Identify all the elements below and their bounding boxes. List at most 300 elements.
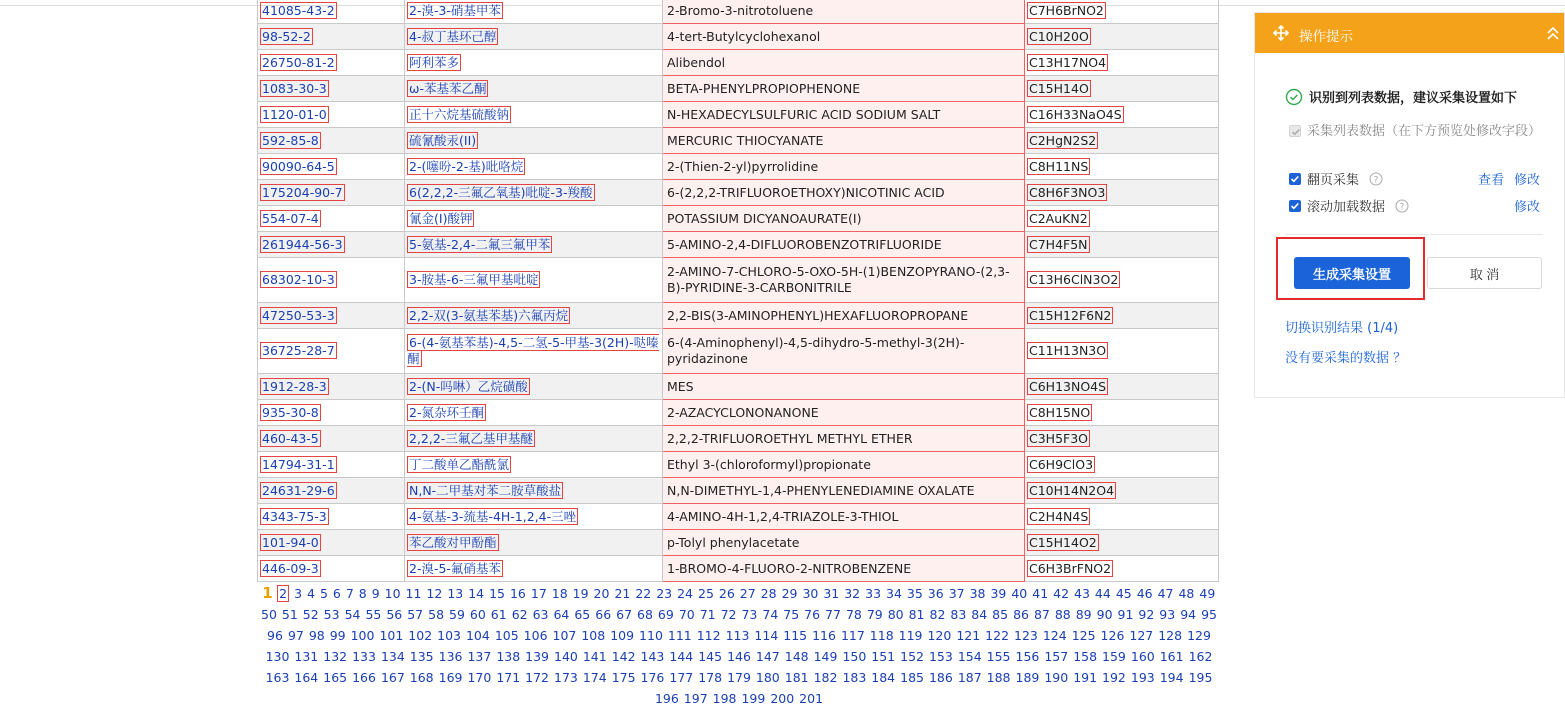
page-link[interactable]: 86 bbox=[1013, 607, 1029, 622]
page-link[interactable]: 61 bbox=[490, 607, 507, 622]
page-link[interactable]: 67 bbox=[616, 607, 633, 622]
page-link[interactable]: 170 bbox=[467, 670, 492, 685]
page-link[interactable]: 147 bbox=[755, 649, 780, 664]
page-link[interactable]: 172 bbox=[525, 670, 550, 685]
page-link[interactable]: 76 bbox=[804, 607, 821, 622]
page-link[interactable]: 65 bbox=[574, 607, 591, 622]
page-link[interactable]: 194 bbox=[1159, 670, 1184, 685]
page-link[interactable]: 95 bbox=[1201, 607, 1217, 622]
page-link[interactable]: 57 bbox=[407, 607, 424, 622]
page-link[interactable]: 174 bbox=[582, 670, 607, 685]
page-link[interactable]: 32 bbox=[844, 586, 861, 601]
chinese-name-cell bbox=[405, 400, 663, 426]
page-link[interactable]: 167 bbox=[380, 670, 405, 685]
page-link[interactable]: 37 bbox=[948, 586, 965, 601]
page-link[interactable]: 103 bbox=[437, 628, 461, 643]
page-link[interactable]: 159 bbox=[1102, 649, 1126, 664]
chinese-name-link[interactable]: ω-苯基苯乙酮 bbox=[409, 80, 487, 96]
english-name-cell bbox=[663, 76, 1025, 102]
page-link[interactable]: 185 bbox=[900, 670, 924, 685]
english-name: 6-(2,2,2-TRIFLUOROETHOXY)NICOTINIC ACID bbox=[667, 184, 945, 200]
chinese-name-link[interactable]: 丁二酸单乙酯酰氯 bbox=[409, 456, 510, 472]
page-link[interactable]: 146 bbox=[727, 649, 751, 664]
chinese-name-link[interactable]: 阿利苯多 bbox=[409, 54, 460, 70]
page-link[interactable]: 36 bbox=[927, 586, 944, 601]
page-link[interactable]: 137 bbox=[467, 649, 492, 664]
formula-cell bbox=[1025, 76, 1219, 102]
page-link[interactable]: 60 bbox=[469, 607, 486, 622]
page-link[interactable]: 90 bbox=[1096, 607, 1113, 622]
page-link[interactable]: 17 bbox=[530, 586, 547, 601]
cas-cell bbox=[258, 478, 405, 504]
page-link[interactable]: 102 bbox=[408, 628, 433, 643]
table-row bbox=[258, 102, 1219, 128]
page-link[interactable]: 118 bbox=[869, 628, 894, 643]
page-link[interactable]: 112 bbox=[696, 628, 721, 643]
page-link[interactable]: 26 bbox=[718, 586, 735, 601]
page-link[interactable]: 161 bbox=[1159, 649, 1184, 664]
help-icon[interactable] bbox=[1369, 172, 1383, 190]
page-link[interactable]: 150 bbox=[842, 649, 867, 664]
page-link[interactable]: 20 bbox=[593, 586, 610, 601]
page-link[interactable]: 178 bbox=[698, 670, 723, 685]
page-link[interactable]: 200 bbox=[770, 691, 795, 706]
page-link[interactable]: 201 bbox=[799, 691, 824, 706]
page-link[interactable]: 105 bbox=[494, 628, 519, 643]
page-link[interactable]: 97 bbox=[287, 628, 304, 643]
page-link[interactable]: 70 bbox=[678, 607, 695, 622]
cas-link[interactable]: 935-30-8 bbox=[262, 404, 319, 420]
page-link[interactable]: 152 bbox=[900, 649, 924, 664]
page-link[interactable]: 34 bbox=[886, 586, 902, 601]
page-link[interactable]: 186 bbox=[928, 670, 953, 685]
page-link[interactable]: 40 bbox=[1011, 586, 1028, 601]
cas-link[interactable]: 446-09-3 bbox=[262, 560, 319, 576]
page-link[interactable]: 25 bbox=[698, 586, 714, 601]
chinese-name-cell bbox=[405, 530, 663, 556]
page-link[interactable]: 79 bbox=[866, 607, 883, 622]
page-link[interactable]: 182 bbox=[813, 670, 838, 685]
page-link[interactable]: 46 bbox=[1136, 586, 1153, 601]
page-link[interactable]: 130 bbox=[265, 649, 290, 664]
page-link[interactable]: 15 bbox=[489, 586, 505, 601]
chinese-name-link[interactable]: 硫氰酸汞(II) bbox=[409, 132, 477, 148]
page-link[interactable]: 4 bbox=[307, 586, 315, 601]
cas-cell bbox=[258, 128, 405, 154]
scroll-load-checkbox[interactable] bbox=[1289, 200, 1301, 212]
page-link[interactable]: 138 bbox=[496, 649, 521, 664]
page-link[interactable]: 144 bbox=[669, 649, 694, 664]
page-link[interactable]: 93 bbox=[1159, 607, 1176, 622]
page-link[interactable]: 51 bbox=[281, 607, 298, 622]
chinese-name-cell bbox=[405, 556, 663, 582]
page-link[interactable]: 192 bbox=[1102, 670, 1126, 685]
chinese-name-link[interactable]: 2-(N-吗啉）乙烷磺酸 bbox=[409, 378, 528, 394]
page-link[interactable]: 44 bbox=[1094, 586, 1111, 601]
formula-cell bbox=[1025, 530, 1219, 556]
page-link[interactable]: 101 bbox=[379, 628, 404, 643]
page-link[interactable]: 180 bbox=[755, 670, 780, 685]
chinese-name-cell bbox=[405, 180, 663, 206]
cas-cell bbox=[258, 504, 405, 530]
page-link[interactable]: 45 bbox=[1115, 586, 1132, 601]
chinese-name-link[interactable]: 3-胺基-6-三氟甲基吡啶 bbox=[409, 272, 539, 287]
page-link[interactable]: 111 bbox=[667, 628, 692, 643]
chinese-name-link[interactable]: 2-氮杂环壬酮 bbox=[409, 404, 484, 420]
cas-link[interactable]: 1912-28-3 bbox=[262, 378, 327, 394]
formula-cell bbox=[1025, 329, 1219, 374]
page-link[interactable]: 14 bbox=[468, 586, 485, 601]
page-link[interactable]: 154 bbox=[957, 649, 982, 664]
cas-cell bbox=[258, 232, 405, 258]
page-link[interactable]: 13 bbox=[447, 586, 464, 601]
generate-settings-button[interactable]: 生成采集设置 bbox=[1294, 257, 1410, 289]
cas-link[interactable]: 26750-81-2 bbox=[262, 54, 335, 70]
cas-link[interactable]: 1120-01-0 bbox=[262, 106, 327, 122]
page-link[interactable]: 163 bbox=[265, 670, 290, 685]
page-link[interactable]: 133 bbox=[352, 649, 376, 664]
page-link[interactable]: 30 bbox=[802, 586, 819, 601]
page-link[interactable]: 52 bbox=[302, 607, 319, 622]
page-link[interactable]: 94 bbox=[1180, 607, 1197, 622]
page-link[interactable]: 123 bbox=[1014, 628, 1038, 643]
page-link[interactable]: 188 bbox=[986, 670, 1011, 685]
page-link[interactable]: 69 bbox=[657, 607, 674, 622]
cas-cell bbox=[258, 206, 405, 232]
page-link[interactable]: 23 bbox=[656, 586, 673, 601]
page-link[interactable]: 181 bbox=[784, 670, 809, 685]
cas-link[interactable]: 68302-10-3 bbox=[262, 272, 335, 287]
page-link[interactable]: 134 bbox=[380, 649, 405, 664]
page-link[interactable]: 31 bbox=[823, 586, 840, 601]
cas-link[interactable]: 592-85-8 bbox=[262, 132, 319, 148]
page-link[interactable]: 24 bbox=[677, 586, 694, 601]
formula-cell bbox=[1025, 50, 1219, 76]
page-link[interactable]: 63 bbox=[532, 607, 549, 622]
english-name-cell bbox=[663, 303, 1025, 329]
scroll-load-label: 滚动加载数据 bbox=[1307, 200, 1386, 215]
formula: C6H13NO4S bbox=[1029, 378, 1107, 394]
page-link[interactable]: 110 bbox=[639, 628, 663, 643]
page-link[interactable]: 158 bbox=[1073, 649, 1098, 664]
page-link[interactable]: 125 bbox=[1071, 628, 1096, 643]
cas-cell bbox=[258, 180, 405, 206]
page-link[interactable]: 162 bbox=[1188, 649, 1213, 664]
chinese-name-link[interactable]: 2-溴-3-硝基甲苯 bbox=[409, 2, 501, 18]
page-link[interactable]: 22 bbox=[635, 586, 652, 601]
page-link[interactable]: 11 bbox=[405, 586, 422, 601]
page-link[interactable]: 39 bbox=[990, 586, 1007, 601]
page-link[interactable]: 68 bbox=[637, 607, 653, 622]
page-link[interactable]: 82 bbox=[929, 607, 946, 622]
chinese-name-link[interactable]: 苯乙酸对甲酚酯 bbox=[409, 534, 497, 550]
cas-link[interactable]: 47250-53-3 bbox=[262, 307, 335, 323]
operation-tips-panel bbox=[1254, 12, 1565, 398]
page-link[interactable]: 21 bbox=[614, 586, 631, 601]
page-link[interactable]: 135 bbox=[409, 649, 434, 664]
page-link[interactable]: 98 bbox=[308, 628, 325, 643]
page-link[interactable]: 127 bbox=[1129, 628, 1154, 643]
page-link[interactable]: 131 bbox=[294, 649, 319, 664]
formula-cell bbox=[1025, 154, 1219, 180]
page-link[interactable]: 119 bbox=[898, 628, 923, 643]
cas-link[interactable]: 4343-75-3 bbox=[262, 508, 327, 524]
switch-result-link[interactable]: 切换识别结果 (1/4) bbox=[1285, 321, 1399, 336]
page-link[interactable]: 92 bbox=[1138, 607, 1155, 622]
page-link[interactable]: 184 bbox=[871, 670, 896, 685]
page-link[interactable]: 190 bbox=[1044, 670, 1069, 685]
formula-cell bbox=[1025, 232, 1219, 258]
page-link[interactable]: 122 bbox=[985, 628, 1010, 643]
page-link[interactable]: 139 bbox=[525, 649, 550, 664]
page-link[interactable]: 198 bbox=[712, 691, 737, 706]
chinese-name-link[interactable]: 2-(噻吩-2-基)吡咯烷 bbox=[409, 158, 524, 174]
formula: C10H14N2O4 bbox=[1029, 482, 1115, 498]
page-link[interactable]: 74 bbox=[762, 607, 779, 622]
page-link[interactable]: 42 bbox=[1053, 586, 1070, 601]
modify-scroll-link[interactable]: 修改 bbox=[1514, 200, 1541, 215]
page-link[interactable]: 10 bbox=[384, 586, 401, 601]
page-link[interactable]: 171 bbox=[496, 670, 521, 685]
page-link[interactable]: 33 bbox=[865, 586, 882, 601]
page-link[interactable]: 72 bbox=[720, 607, 737, 622]
page-link[interactable]: 117 bbox=[840, 628, 865, 643]
page-link[interactable]: 153 bbox=[928, 649, 953, 664]
page-link[interactable]: 157 bbox=[1044, 649, 1069, 664]
cas-link[interactable]: 460-43-5 bbox=[262, 430, 319, 446]
page-link[interactable]: 155 bbox=[986, 649, 1011, 664]
page-link[interactable]: 175 bbox=[611, 670, 636, 685]
page-link[interactable]: 165 bbox=[323, 670, 348, 685]
page-link[interactable]: 100 bbox=[350, 628, 375, 643]
page-link[interactable]: 126 bbox=[1100, 628, 1125, 643]
cas-link[interactable]: 261944-56-3 bbox=[262, 236, 343, 252]
cas-link[interactable]: 14794-31-1 bbox=[262, 456, 335, 472]
page-link[interactable]: 85 bbox=[992, 607, 1009, 622]
chinese-name-link[interactable]: N,N-二甲基对苯二胺草酸盐 bbox=[409, 482, 562, 498]
cas-link[interactable]: 175204-90-7 bbox=[262, 184, 343, 200]
page-link[interactable]: 19 bbox=[572, 586, 589, 601]
page-link[interactable]: 3 bbox=[294, 586, 303, 601]
page-link[interactable]: 149 bbox=[813, 649, 838, 664]
page-link[interactable]: 168 bbox=[409, 670, 434, 685]
cas-link[interactable]: 41085-43-2 bbox=[262, 2, 335, 18]
chinese-name-cell bbox=[405, 0, 663, 24]
english-name-cell bbox=[663, 400, 1025, 426]
page-link[interactable]: 96 bbox=[267, 628, 283, 643]
page-link[interactable]: 50 bbox=[261, 607, 277, 622]
page-link[interactable]: 195 bbox=[1188, 670, 1213, 685]
table-row bbox=[258, 258, 1219, 303]
page-link[interactable]: 124 bbox=[1042, 628, 1067, 643]
page-link[interactable]: 18 bbox=[551, 586, 568, 601]
page-link[interactable]: 160 bbox=[1130, 649, 1155, 664]
page-link[interactable]: 56 bbox=[386, 607, 403, 622]
formula-cell bbox=[1025, 426, 1219, 452]
page-link[interactable]: 54 bbox=[344, 607, 361, 622]
cancel-button[interactable]: 取 消 bbox=[1427, 257, 1542, 289]
formula-cell bbox=[1025, 128, 1219, 154]
page-link[interactable]: 29 bbox=[781, 586, 798, 601]
page-link[interactable]: 197 bbox=[683, 691, 708, 706]
page-link[interactable]: 108 bbox=[581, 628, 606, 643]
paging-checkbox[interactable] bbox=[1289, 173, 1301, 185]
page-link[interactable]: 84 bbox=[971, 607, 988, 622]
chinese-name-link[interactable]: 4-叔丁基环己醇 bbox=[409, 28, 497, 44]
page-link[interactable]: 6 bbox=[332, 586, 341, 601]
collect-list-option bbox=[1289, 120, 1557, 143]
formula-cell bbox=[1025, 24, 1219, 50]
page-link[interactable]: 179 bbox=[727, 670, 751, 685]
page-link[interactable]: 75 bbox=[783, 607, 800, 622]
page-link[interactable]: 78 bbox=[845, 607, 862, 622]
cas-link[interactable]: 98-52-2 bbox=[262, 28, 311, 44]
page-link[interactable]: 89 bbox=[1075, 607, 1092, 622]
page-link[interactable]: 113 bbox=[725, 628, 750, 643]
page-link[interactable]: 177 bbox=[669, 670, 694, 685]
chinese-name-link[interactable]: 2,2-双(3-氨基苯基)六氟丙烷 bbox=[409, 307, 569, 323]
page-link[interactable]: 43 bbox=[1074, 586, 1090, 601]
english-name-cell bbox=[663, 478, 1025, 504]
chinese-name-link[interactable]: 正十六烷基硫酸钠 bbox=[409, 106, 510, 122]
page-link[interactable]: 142 bbox=[611, 649, 636, 664]
page-link[interactable]: 47 bbox=[1157, 586, 1174, 601]
page-link[interactable]: 109 bbox=[610, 628, 635, 643]
page-link[interactable]: 81 bbox=[908, 607, 925, 622]
page-link[interactable]: 59 bbox=[449, 607, 465, 622]
page-link[interactable]: 41 bbox=[1032, 586, 1049, 601]
page-link[interactable]: 169 bbox=[438, 670, 463, 685]
page-link[interactable]: 48 bbox=[1178, 586, 1195, 601]
paging-label: 翻页采集 bbox=[1307, 173, 1360, 188]
page-link[interactable]: 132 bbox=[323, 649, 348, 664]
page-link[interactable]: 80 bbox=[887, 607, 904, 622]
formula-cell bbox=[1025, 303, 1219, 329]
help-icon[interactable] bbox=[1395, 199, 1409, 217]
cas-link[interactable]: 1083-30-3 bbox=[262, 80, 327, 96]
page-link[interactable]: 16 bbox=[509, 586, 526, 601]
chinese-name-link[interactable]: 4-氨基-3-巯基-4H-1,2,4-三唑 bbox=[409, 508, 577, 524]
page-link[interactable]: 196 bbox=[654, 691, 679, 706]
chinese-name-link[interactable]: 2,2,2-三氟乙基甲基醚 bbox=[409, 430, 533, 446]
page-link[interactable]: 136 bbox=[438, 649, 463, 664]
page-link[interactable]: 49 bbox=[1199, 586, 1216, 601]
page-link[interactable]: 183 bbox=[842, 670, 867, 685]
chinese-name-link[interactable]: 6(2,2,2-三氟乙氧基)吡啶-3-羧酸 bbox=[409, 184, 593, 200]
formula-cell bbox=[1025, 102, 1219, 128]
chinese-name-link[interactable]: 氰金(I)酸钾 bbox=[409, 210, 473, 226]
page-link[interactable]: 58 bbox=[428, 607, 445, 622]
english-name-cell bbox=[663, 426, 1025, 452]
english-name-cell bbox=[663, 232, 1025, 258]
page-link[interactable]: 116 bbox=[812, 628, 836, 643]
page-link[interactable]: 91 bbox=[1117, 607, 1134, 622]
page-link[interactable]: 114 bbox=[754, 628, 779, 643]
page-link[interactable]: 145 bbox=[698, 649, 723, 664]
hint-text: 识别到列表数据，建议采集设置如下 bbox=[1309, 91, 1518, 106]
page-link[interactable]: 129 bbox=[1187, 628, 1211, 643]
cas-cell bbox=[258, 154, 405, 180]
page-link[interactable]: 28 bbox=[760, 586, 777, 601]
page-link[interactable]: 9 bbox=[371, 586, 380, 601]
page-link[interactable]: 104 bbox=[465, 628, 490, 643]
modify-paging-link[interactable]: 修改 bbox=[1514, 173, 1541, 188]
page-link[interactable]: 66 bbox=[595, 607, 612, 622]
page-link[interactable]: 151 bbox=[871, 649, 896, 664]
page-link[interactable]: 156 bbox=[1015, 649, 1040, 664]
page-link[interactable]: 83 bbox=[950, 607, 967, 622]
page-link[interactable]: 77 bbox=[825, 607, 841, 622]
cas-link[interactable]: 36725-28-7 bbox=[262, 343, 335, 358]
page-link[interactable]: 199 bbox=[741, 691, 766, 706]
page-link[interactable]: 7 bbox=[345, 586, 354, 601]
page-link[interactable]: 148 bbox=[784, 649, 809, 664]
cas-link[interactable]: 90090-64-5 bbox=[262, 158, 335, 174]
collapse-icon[interactable] bbox=[1546, 25, 1560, 44]
chinese-name-link[interactable]: 5-氨基-2,4-二氟三氟甲苯 bbox=[409, 236, 551, 252]
page-link[interactable]: 120 bbox=[927, 628, 952, 643]
chinese-name-link[interactable]: 6-(4-氨基苯基)-4,5-二氢-5-甲基-3(2H)-哒嗪酮 bbox=[407, 335, 659, 366]
view-paging-link[interactable]: 查看 bbox=[1478, 173, 1505, 188]
page-link[interactable]: 166 bbox=[352, 670, 376, 685]
page-link[interactable]: 191 bbox=[1073, 670, 1098, 685]
page-link[interactable]: 99 bbox=[329, 628, 346, 643]
page-link[interactable]: 87 bbox=[1033, 607, 1050, 622]
page-link[interactable]: 73 bbox=[741, 607, 758, 622]
cas-link[interactable]: 24631-29-6 bbox=[262, 482, 335, 498]
page-link[interactable]: 27 bbox=[739, 586, 756, 601]
page-link[interactable]: 35 bbox=[906, 586, 923, 601]
page-link[interactable]: 107 bbox=[552, 628, 577, 643]
page-link[interactable]: 128 bbox=[1158, 628, 1183, 643]
chinese-name-link[interactable]: 2-溴-5-氟硝基苯 bbox=[409, 560, 501, 576]
page-link[interactable]: 141 bbox=[582, 649, 607, 664]
page-link[interactable]: 38 bbox=[969, 586, 986, 601]
english-name-cell bbox=[663, 206, 1025, 232]
chinese-name-cell bbox=[405, 102, 663, 128]
page-link[interactable]: 176 bbox=[640, 670, 665, 685]
cas-link[interactable]: 101-94-0 bbox=[262, 534, 319, 550]
move-icon[interactable] bbox=[1273, 25, 1289, 44]
page-link[interactable]: 12 bbox=[426, 586, 443, 601]
page-link[interactable]: 5 bbox=[319, 586, 328, 601]
page-link[interactable]: 2 bbox=[279, 586, 288, 601]
cas-link[interactable]: 554-07-4 bbox=[262, 210, 319, 226]
english-name: Alibendol bbox=[667, 54, 726, 70]
page-link[interactable]: 8 bbox=[358, 586, 367, 601]
page-link[interactable]: 71 bbox=[699, 607, 716, 622]
page-link[interactable]: 193 bbox=[1130, 670, 1155, 685]
page-link[interactable]: 64 bbox=[553, 607, 570, 622]
page-link[interactable]: 53 bbox=[323, 607, 340, 622]
page-link[interactable]: 121 bbox=[956, 628, 981, 643]
english-name-cell bbox=[663, 154, 1025, 180]
page-link[interactable]: 189 bbox=[1015, 670, 1040, 685]
page-link[interactable]: 143 bbox=[640, 649, 665, 664]
chinese-name-cell bbox=[405, 303, 663, 329]
english-name-cell bbox=[663, 0, 1025, 24]
page-link[interactable]: 115 bbox=[783, 628, 808, 643]
no-data-link[interactable]: 没有要采集的数据 ？ bbox=[1285, 351, 1407, 366]
page-link[interactable]: 164 bbox=[294, 670, 319, 685]
page-link[interactable]: 140 bbox=[554, 649, 578, 664]
page-link[interactable]: 62 bbox=[511, 607, 528, 622]
page-link[interactable]: 55 bbox=[365, 607, 382, 622]
page-link[interactable]: 187 bbox=[957, 670, 982, 685]
page-link[interactable]: 88 bbox=[1054, 607, 1071, 622]
page-link[interactable]: 173 bbox=[554, 670, 578, 685]
page-link[interactable]: 106 bbox=[523, 628, 548, 643]
